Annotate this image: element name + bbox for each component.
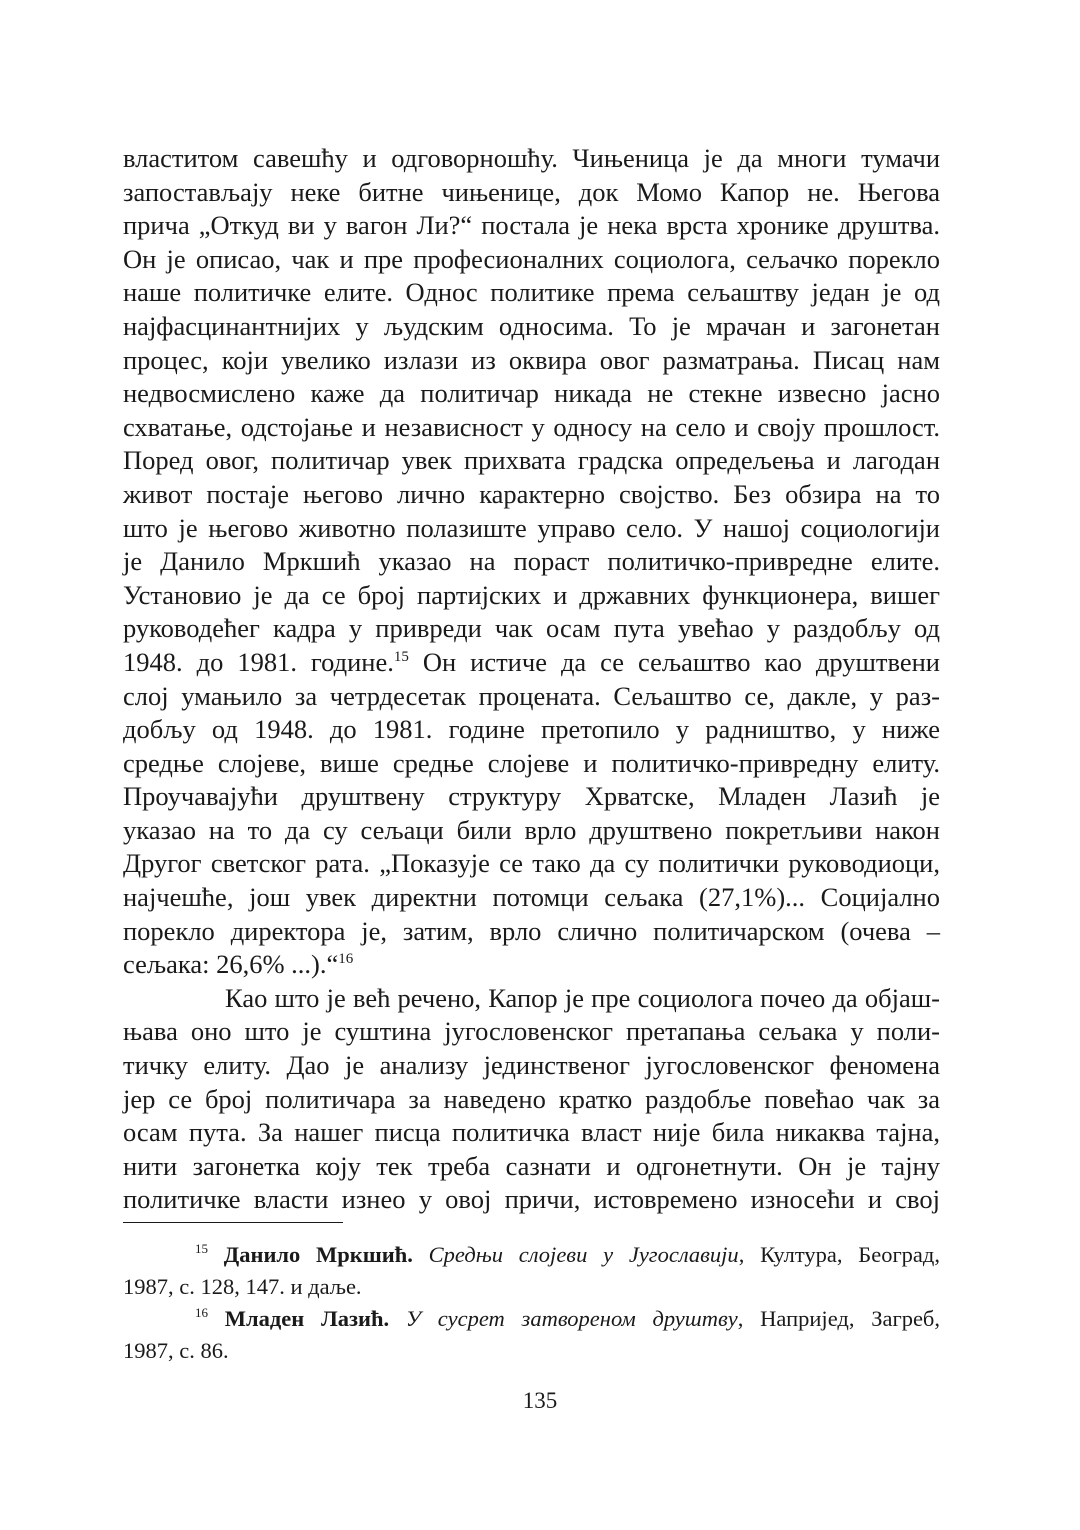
text-line: недвосмислено каже да политичар никада не стекне извесно јасно xyxy=(123,378,940,409)
text-segment: Он истиче да се сељаштво као друштвени xyxy=(408,646,940,677)
text-line: је Данило Мркшић указао на пораст политичко-привредне елите. xyxy=(123,546,940,577)
text-line: запостављају неке битне чињенице, док Момо Капор не. Његова xyxy=(123,176,940,207)
footnote-15-line2: 1987, с. 128, 147. и даље. xyxy=(123,1274,362,1299)
footnote-author: Данило Мркшић. xyxy=(223,1242,413,1267)
paragraph-first-line: Као што је већ речено, Капор је пре социолога почео да објаш- xyxy=(225,982,940,1013)
text-line: њава оно што је суштина југословенског претапања сељака у поли- xyxy=(123,1016,940,1047)
text-segment: сељака: 26,6% ...).“ xyxy=(123,949,339,980)
text-line: Проучавајући друштвену структуру Хрватске, Младен Лазић је xyxy=(123,781,940,812)
footnote-publisher: , Напријед, Загреб, xyxy=(737,1306,941,1331)
page-number: 135 xyxy=(522,1388,558,1413)
footnote-title: У сусрет затвореном друштву xyxy=(405,1306,738,1331)
text-line: средње слојеве, више средње слојеве и политичко-привредну елиту. xyxy=(123,747,940,778)
text-line: нити загонетка коју тек треба сазнати и одгонетнути. Он је тајну xyxy=(123,1150,940,1181)
text-line: добљу од 1948. до 1981. године претопило у радништво, у ниже xyxy=(123,714,940,745)
text-line xyxy=(123,646,940,680)
text-line: Он је описао, чак и пре професионалних социолога, сељачко порекло xyxy=(123,243,940,274)
text-line: слој умањило за четрдесетак процената. Сељаштво се, дакле, у раз- xyxy=(123,680,940,711)
text-line: порекло директора је, затим, врло слично политичарском (очева – xyxy=(123,915,940,946)
text-line: указао на то да су сељаци били врло друштвено покретљиви након xyxy=(123,814,940,845)
footnote-number: 16 xyxy=(195,1305,208,1320)
footnote-16-line xyxy=(123,1303,940,1335)
footnote-16-line2: 1987, с. 86. xyxy=(123,1338,229,1363)
footnote-author: Младен Лазић. xyxy=(224,1306,390,1331)
text-line: тичку елиту. Дао је анализу јединственог југословенског феномена xyxy=(123,1050,940,1081)
footnote-ref-16[interactable]: 16 xyxy=(338,951,354,968)
text-line: прича „Откуд ви у вагон Ли?“ постала је нека врста хронике друштва. xyxy=(123,210,940,241)
footnotes xyxy=(123,1239,940,1367)
text-line: схватање, одстојање и независност у односу на село и своју прошлост. xyxy=(123,411,940,442)
text-line: најфасцинантнијих у људским односима. То је мрачан и загонетан xyxy=(123,310,940,341)
text-line: јер се број политичара за наведено кратко раздобље повећао чак за xyxy=(123,1083,940,1114)
text-line: Установио је да се број партијских и државних функционера, вишег xyxy=(123,579,940,610)
text-line: најчешће, још увек директни потомци сељака (27,1%)... Социјално xyxy=(123,882,940,913)
text-line: властитом савешћу и одговорношћу. Чињеница је да многи тумачи xyxy=(123,143,940,173)
text-line: политичке власти изнео у овој причи, истовремено износећи и свој xyxy=(123,1184,940,1215)
text-line: осам пута. За нашег писца политичка власт није била никаква тајна, xyxy=(123,1117,940,1148)
footnote-separator xyxy=(123,1222,343,1223)
footnote-number: 15 xyxy=(195,1241,208,1256)
text-line: што је његово животно полазиште управо село. У нашој социологији xyxy=(123,512,940,543)
text-line xyxy=(123,948,940,982)
text-line: руководећег кадра у привреди чак осам пута увећао у раздобљу од xyxy=(123,613,940,644)
text-segment: 1948. до 1981. године. xyxy=(123,646,394,677)
text-line: процес, који увелико излази из оквира овог разматрања. Писац нам xyxy=(123,344,940,375)
footnote-publisher: , Култура, Београд, xyxy=(738,1242,940,1267)
footnote-15-line xyxy=(123,1239,940,1271)
text-line: наше политичке елите. Однос политике према сељаштву један је од xyxy=(123,277,940,308)
footnote-ref-15[interactable]: 15 xyxy=(393,648,409,665)
text-line: Поред овог, политичар увек прихвата градска опредељења и лагодан xyxy=(123,445,940,476)
body-text xyxy=(123,142,940,1217)
text-line: живот постаје његово лично карактерно својство. Без обзира на то xyxy=(123,478,940,509)
text-line: Другог светског рата. „Показује се тако да су политички руководиоци, xyxy=(123,848,940,879)
footnote-title: Средњи слојеви у Југославији xyxy=(428,1242,739,1267)
